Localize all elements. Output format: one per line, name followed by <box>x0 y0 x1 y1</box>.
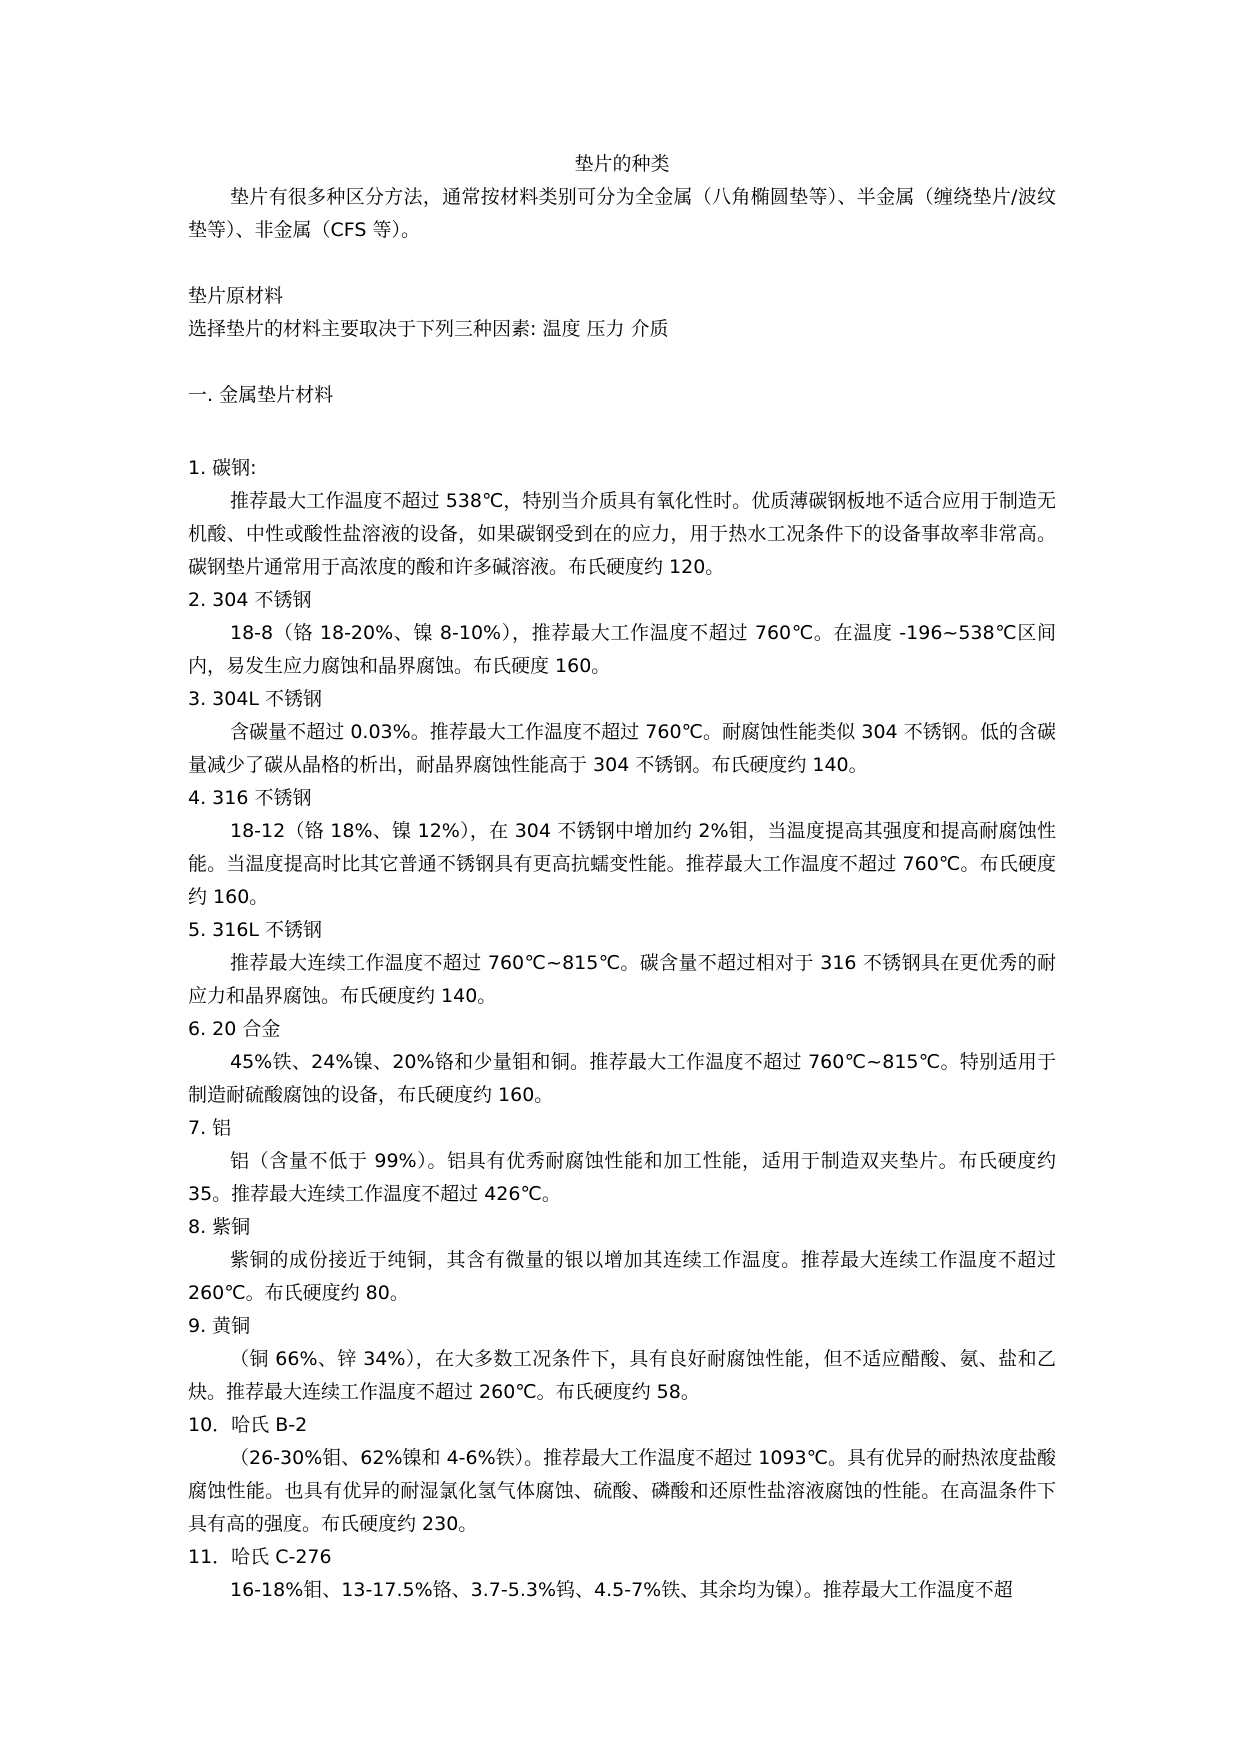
document-page <box>188 148 1056 1728</box>
item-heading: 8. 紫铜 <box>188 1216 251 1238</box>
item-heading: 2. 304 不锈钢 <box>188 589 312 611</box>
list-item <box>188 1013 1056 1112</box>
item-heading: 1. 碳钢: <box>188 457 257 479</box>
list-item <box>188 584 1056 683</box>
raw-material-heading: 垫片原材料 <box>188 285 284 307</box>
list-item <box>188 1541 1056 1607</box>
item-body: 18-8（铬 18-20%、镍 8-10%），推荐最大工作温度不超过 760℃。在温度 -196~538℃区间内，易发生应力腐蚀和晶界腐蚀。布氏硬度 160。 <box>188 622 1056 677</box>
spacer <box>188 412 1056 452</box>
item-body: 推荐最大连续工作温度不超过 760℃~815℃。碳含量不超过相对于 316 不锈钢具在更优秀的耐应力和晶界腐蚀。布氏硬度约 140。 <box>188 952 1056 1007</box>
document-title: 垫片的种类 <box>574 153 670 175</box>
section-heading: 一. 金属垫片材料 <box>188 384 334 406</box>
item-heading: 6. 20 合金 <box>188 1018 281 1040</box>
item-body: 45%铁、24%镍、20%铬和少量钼和铜。推荐最大工作温度不超过 760℃~815℃。特别适用于制造耐硫酸腐蚀的设备，布氏硬度约 160。 <box>188 1051 1056 1106</box>
item-heading: 11．哈氏 C-276 <box>188 1546 332 1568</box>
item-body: 推荐最大工作温度不超过 538℃，特别当介质具有氧化性时。优质薄碳钢板地不适合应用于制造无机酸、中性或酸性盐溶液的设备，如果碳钢受到在的应力，用于热水工况条件下的设备事故率非常高。碳钢垫片通常用于高浓度的酸和许多碱溶液。布氏硬度约 120。 <box>188 490 1056 578</box>
list-item <box>188 1112 1056 1211</box>
spacer <box>188 346 1056 379</box>
list-item <box>188 782 1056 914</box>
list-item <box>188 1211 1056 1310</box>
list-item <box>188 914 1056 1013</box>
spacer <box>188 247 1056 280</box>
item-body: 铝（含量不低于 99%）。铝具有优秀耐腐蚀性能和加工性能，适用于制造双夹垫片。布氏硬度约 35。推荐最大连续工作温度不超过 426℃。 <box>188 1150 1056 1205</box>
item-heading: 3. 304L 不锈钢 <box>188 688 323 710</box>
item-heading: 4. 316 不锈钢 <box>188 787 312 809</box>
item-heading: 7. 铝 <box>188 1117 232 1139</box>
item-body: 16-18%钼、13-17.5%铬、3.7-5.3%钨、4.5-7%铁、其余均为镍）。推荐最大工作温度不超 <box>230 1579 1013 1601</box>
list-item <box>188 1310 1056 1409</box>
list-item <box>188 1409 1056 1541</box>
item-body: 紫铜的成份接近于纯铜，其含有微量的银以增加其连续工作温度。推荐最大连续工作温度不超过 260℃。布氏硬度约 80。 <box>188 1249 1056 1304</box>
item-body: 18-12（铬 18%、镍 12%），在 304 不锈钢中增加约 2%钼，当温度提高其强度和提高耐腐蚀性能。当温度提高时比其它普通不锈钢具有更高抗蠕变性能。推荐最大工作温度不超过 760℃。布氏硬度约 160。 <box>188 820 1056 908</box>
item-heading: 10．哈氏 B-2 <box>188 1414 308 1436</box>
raw-material-text: 选择垫片的材料主要取决于下列三种因素: 温度 压力 介质 <box>188 318 669 340</box>
item-body: 含碳量不超过 0.03%。推荐最大工作温度不超过 760℃。耐腐蚀性能类似 304 不锈钢。低的含碳量减少了碳从晶格的析出，耐晶界腐蚀性能高于 304 不锈钢。布氏硬度约 140。 <box>188 721 1056 776</box>
intro-paragraph: 垫片有很多种区分方法，通常按材料类别可分为全金属（八角椭圆垫等）、半金属（缠绕垫片/波纹垫等）、非金属（CFS 等）。 <box>188 186 1056 241</box>
item-heading: 5. 316L 不锈钢 <box>188 919 323 941</box>
list-item <box>188 683 1056 782</box>
list-item <box>188 452 1056 584</box>
item-body: （26-30%钼、62%镍和 4-6%铁）。推荐最大工作温度不超过 1093℃。具有优异的耐热浓度盐酸腐蚀性能。也具有优异的耐湿氯化氢气体腐蚀、硫酸、磷酸和还原性盐溶液腐蚀的性能。在高温条件下具有高的强度。布氏硬度约 230。 <box>188 1447 1056 1535</box>
item-body: （铜 66%、锌 34%），在大多数工况条件下，具有良好耐腐蚀性能，但不适应醋酸、氨、盐和乙炔。推荐最大连续工作温度不超过 260℃。布氏硬度约 58。 <box>188 1348 1056 1403</box>
item-heading: 9. 黄铜 <box>188 1315 251 1337</box>
